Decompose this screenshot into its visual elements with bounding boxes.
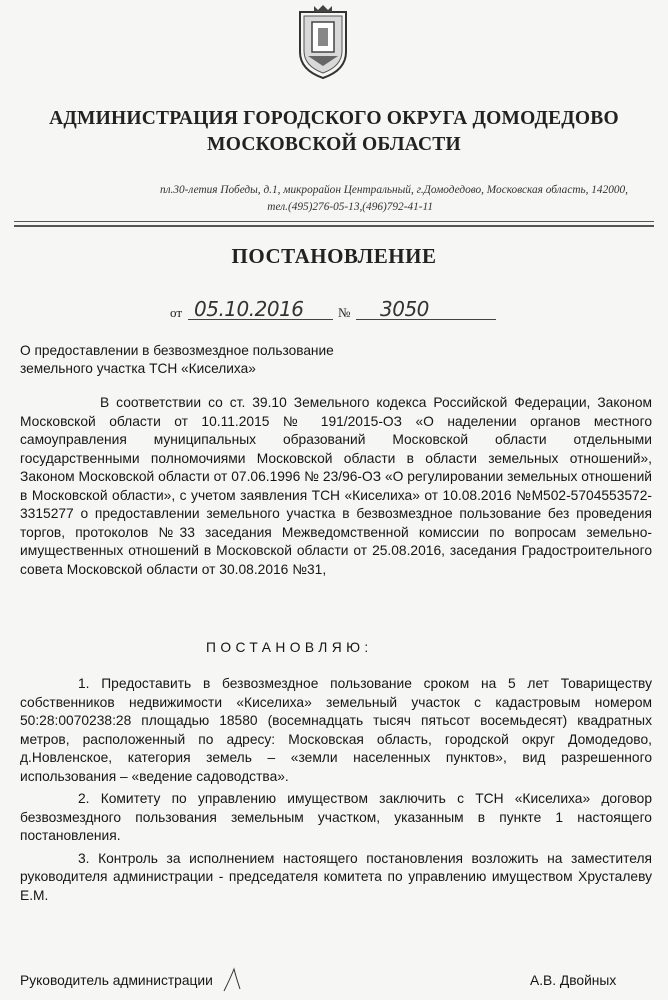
pen-stroke-mark (220, 965, 244, 993)
preamble-paragraph: В соответствии со ст. 39.10 Земельного кодекса Российской Федерации, Законом Московской области от 10.11.2015 № 191/2015-ОЗ «О наделении органов местного самоуправления муниципальных образований Московской области отдельными государственными полномочиями Московской области в области земельных отношений», Законом Московской области от 07.06.1996 № 23/96-ОЗ «О регулировании земельных отношений в Московской области», с учетом заявления ТСН «Киселиха» от 10.08.2016 №М502-5704553572-3315277 о предоставлении земельного участка в безвозмездное пользование без проведения торгов, протоколов №33 заседания Межведомственной комиссии по вопросам земельно-имущественных отношений в Московской области от 25.08.2016, заседания Градостроительного совета Московской области от 30.08.2016 №31, (20, 395, 652, 577)
phone-line: тел.(495)276-05-13,(496)792-41-11 (267, 201, 433, 213)
address-line: пл.30-летия Победы, д.1, микрорайон Центральный, г.Домодедово, Московская область, 142000, (159, 184, 628, 196)
date-prefix: от (170, 305, 183, 320)
decree-item: 1. Предоставить в безвозмездное пользование сроком на 5 лет Товариществу собственников недвижимости «Киселиха» земельный участок с кадастровым номером 50:28:0070238:28 площадью 18580 (восемнадцать тысяч пятьсот восемьдесят) квадратных метров, расположенный по адресу: Московская область, городской округ Домодедово, д.Новленское, категория земель – «земли населенных пунктов», вид разрешенного использования – «ведение садоводства». (20, 676, 652, 784)
date-underline (188, 319, 333, 320)
signatory-name: А.В. Двойных (530, 973, 617, 988)
subject-line: О предоставлении в безвозмездное пользование (20, 343, 334, 358)
number-underline (356, 319, 496, 320)
document-type-title: ПОСТАНОВЛЕНИЕ (231, 244, 437, 268)
header-divider-thin (14, 221, 654, 222)
subject-line: земельного участка ТСН «Киселиха» (20, 361, 256, 376)
signatory-title: Руководитель администрации (20, 973, 213, 988)
organization-name-line2: МОСКОВСКОЙ ОБЛАСТИ (207, 134, 461, 155)
handwritten-number: 3050 (380, 297, 429, 321)
document-subject (20, 342, 334, 378)
coat-of-arms-icon (294, 4, 352, 82)
handwritten-date: 05.10.2016 (194, 297, 304, 321)
number-prefix: № (338, 305, 351, 320)
decree-item: 2. Комитету по управлению имуществом заключить с ТСН «Киселиха» договор безвозмездного пользования земельным участком, указанным в пункте 1 настоящего постановления. (20, 791, 652, 843)
decree-word: ПОСТАНОВЛЯЮ: (206, 640, 373, 655)
preamble-block (20, 394, 652, 579)
organization-name-line1: АДМИНИСТРАЦИЯ ГОРОДСКОГО ОКРУГА ДОМОДЕДОВО (49, 108, 619, 129)
decree-item: 3. Контроль за исполнением настоящего постановления возложить на заместителя руководителя администрации - председателя комитета по управлению имуществом Хрусталеву Е.М. (20, 850, 652, 903)
header-divider-thick (14, 225, 654, 227)
decree-items (20, 675, 652, 909)
